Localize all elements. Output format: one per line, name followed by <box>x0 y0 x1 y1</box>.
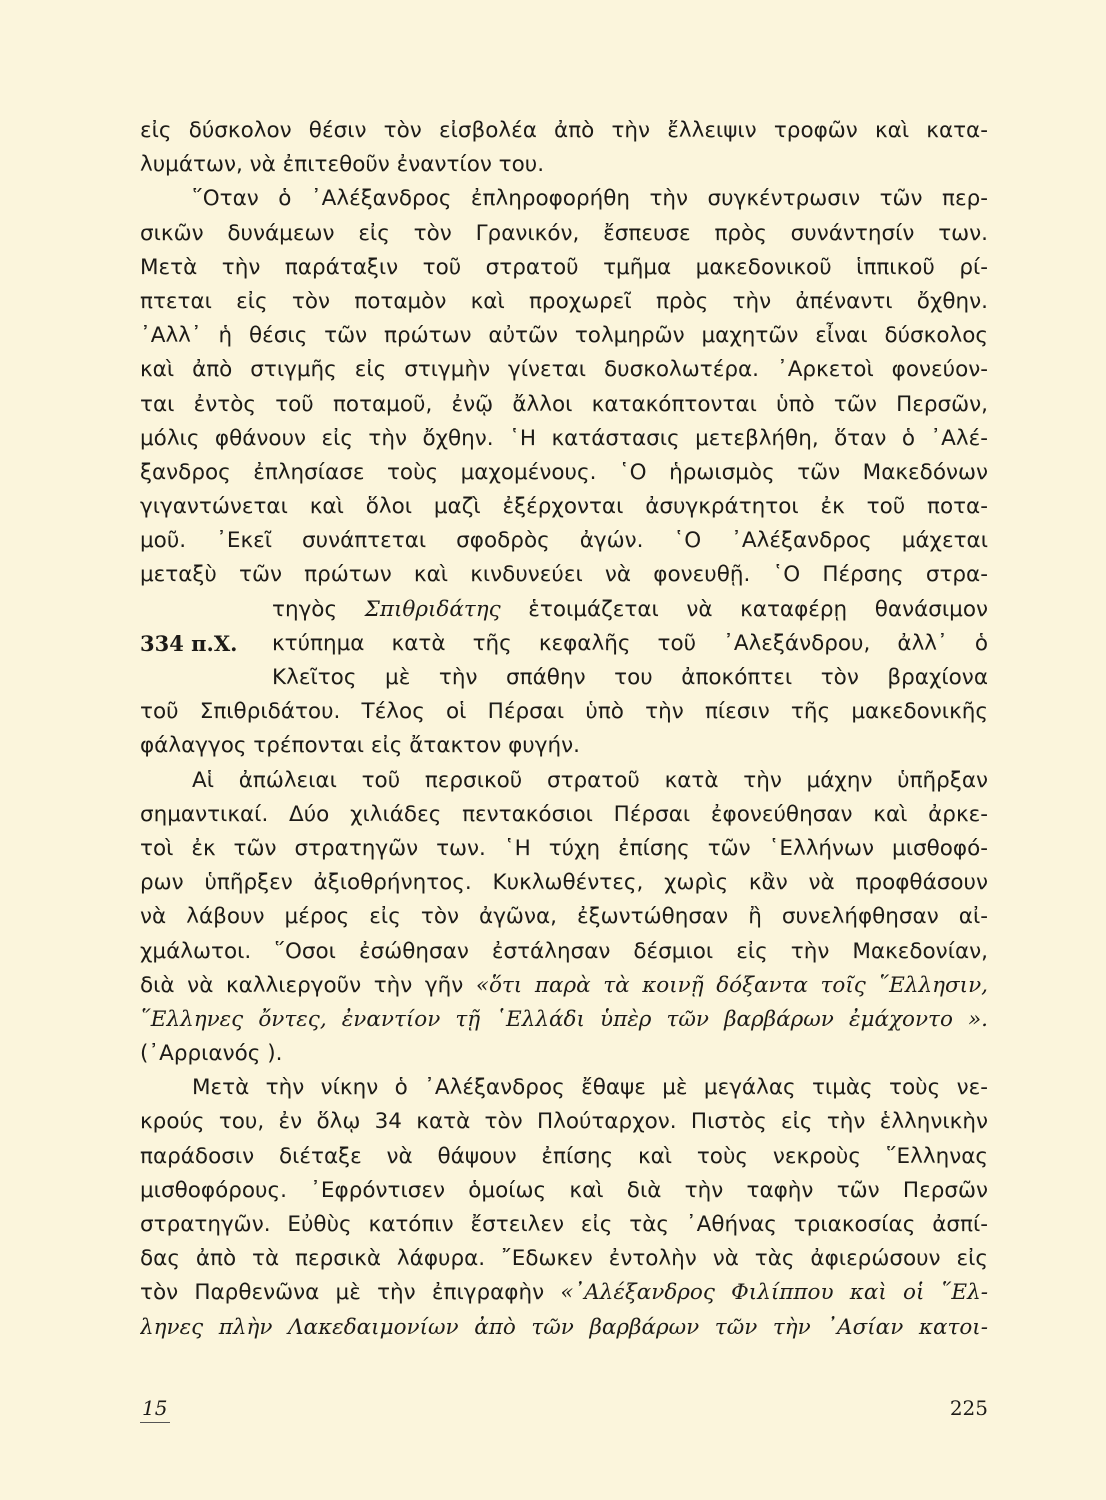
text-line: Κλεῖτος μὲ τὴν σπάθην του ἀποκόπτει τὸν βραχίονα <box>272 665 988 690</box>
margin-date-note: 334 π.Χ. <box>140 630 238 656</box>
signature-mark: 15 <box>142 1396 168 1420</box>
signature-rule <box>140 1422 170 1423</box>
text-span: διὰ νὰ καλλιεργοῦν τὴν γῆν <box>140 972 476 998</box>
text-line: ται ἐντὸς τοῦ ποταμοῦ, ἐνῷ ἄλλοι κατακόπτονται ὑπὸ τῶν Περσῶν, <box>140 391 988 417</box>
quote-span: ληνες πλὴν Λακεδαιμονίων ἀπὸ τῶν βαρβάρων τῶν τὴν ᾿Ασίαν κατοι- <box>140 1314 988 1340</box>
text-line: μισθοφόρους. ᾿Εφρόντισεν ὁμοίως καὶ διὰ τὴν ταφὴν τῶν Περσῶν <box>140 1177 988 1203</box>
text-line: πτεται εἰς τὸν ποταμὸν καὶ προχωρεῖ πρὸς τὴν ἀπέναντι ὄχθην. <box>140 288 988 314</box>
text-line <box>140 1276 988 1310</box>
text-line: παράδοσιν διέταξε νὰ θάψουν ἐπίσης καὶ τοὺς νεκροὺς ῞Ελληνας <box>140 1143 988 1169</box>
margin-row <box>140 627 988 661</box>
text-span: ἑτοιμάζεται νὰ καταφέρῃ θανάσιμον <box>500 596 988 622</box>
text-line: Μετὰ τὴν νίκην ὁ ᾿Αλέξανδρος ἔθαψε μὲ μεγάλας τιμὰς τοὺς νε- <box>192 1075 988 1101</box>
text-line <box>140 593 988 627</box>
text-line: στρατηγῶν. Εὐθὺς κατόπιν ἔστειλεν εἰς τὰς ᾿Αθήνας τριακοσίας ἀσπί- <box>140 1212 988 1237</box>
text-line: μόλις φθάνουν εἰς τὴν ὄχθην. ῾Η κατάστασις μετεβλήθη, ὅταν ὁ ᾿Αλέ- <box>140 425 988 451</box>
quote-span: «ὅτι παρὰ τὰ κοινῇ δόξαντα τοῖς ῞Ελλησιν, <box>475 972 988 998</box>
text-line: φάλαγγος τρέπονται εἰς ἄτακτον φυγήν. <box>140 733 580 759</box>
text-line: γιγαντώνεται καὶ ὅλοι μαζὶ ἐξέρχονται ἀσυγκράτητοι ἐκ τοῦ ποτα- <box>140 494 988 520</box>
italic-name: Σπιθριδάτης <box>364 596 501 622</box>
text-line: σικῶν δυνάμεων εἰς τὸν Γρανικόν, ἔσπευσε πρὸς συνάντησίν των. <box>140 220 988 246</box>
text-line: νὰ λάβουν μέρος εἰς τὸν ἀγῶνα, ἐξωντώθησαν ἢ συνελήφθησαν αἰ- <box>140 904 988 930</box>
text-span: τὸν Παρθενῶνα μὲ τὴν ἐπιγραφὴν <box>140 1280 561 1306</box>
text-line: Μετὰ τὴν παράταξιν τοῦ στρατοῦ τμῆμα μακεδονικοῦ ἱππικοῦ ρί- <box>140 254 988 280</box>
text-line: τοὶ ἐκ τῶν στρατηγῶν των. ῾Η τύχη ἐπίσης τῶν ῾Ελλήνων μισθοφό- <box>140 835 988 861</box>
text-line: ᾿Αλλ᾿ ἡ θέσις τῶν πρώτων αὐτῶν τολμηρῶν μαχητῶν εἶναι δύσκολος <box>140 323 988 349</box>
text-line: δας ἀπὸ τὰ περσικὰ λάφυρα. ῎Εδωκεν ἐντολὴν νὰ τὰς ἀφιερώσουν εἰς <box>140 1246 988 1272</box>
text-line: τοῦ Σπιθριδάτου. Τέλος οἱ Πέρσαι ὑπὸ τὴν πίεσιν τῆς μακεδονικῆς <box>140 699 988 725</box>
text-line: ῞Οταν ὁ ᾿Αλέξανδρος ἐπληροφορήθη τὴν συγκέντρωσιν τῶν περ- <box>192 186 988 212</box>
text-line: (᾿Αρριανός ). <box>140 1041 283 1067</box>
text-line: μεταξὺ τῶν πρώτων καὶ κινδυνεύει νὰ φονευθῇ. ῾Ο Πέρσης στρα- <box>140 562 988 588</box>
text-span: τηγὸς <box>272 596 365 622</box>
text-line: καὶ ἀπὸ στιγμῆς εἰς στιγμὴν γίνεται δυσκολωτέρα. ᾿Αρκετοὶ φονεύον- <box>140 357 988 383</box>
text-line: Αἱ ἀπώλειαι τοῦ περσικοῦ στρατοῦ κατὰ τὴν μάχην ὑπῆρξαν <box>192 767 988 793</box>
text-line: χμάλωτοι. ῞Οσοι ἐσώθησαν ἐστάλησαν δέσμιοι εἰς τὴν Μακεδονίαν, <box>140 938 988 964</box>
text-line: ξανδρος ἐπλησίασε τοὺς μαχομένους. ῾Ο ἡρωισμὸς τῶν Μακεδόνων <box>140 459 988 485</box>
text-line: κρούς του, ἐν ὅλῳ 34 κατὰ τὸν Πλούταρχον. Πιστὸς εἰς τὴν ἑλληνικὴν <box>140 1109 988 1135</box>
quote-span: ῞Ελληνες ὄντες, ἐναντίον τῇ ῾Ελλάδι ὑπὲρ τῶν βαρβάρων ἐμάχοντο ». <box>140 1006 988 1032</box>
page-number: 225 <box>949 1396 988 1420</box>
text-line <box>140 969 988 1003</box>
text-line: σημαντικαί. Δύο χιλιάδες πεντακόσιοι Πέρσαι ἐφονεύθησαν καὶ ἀρκε- <box>140 801 988 827</box>
text-line <box>140 1311 988 1345</box>
body-text <box>140 114 988 1345</box>
text-line: ρων ὑπῆρξεν ἀξιοθρήνητος. Κυκλωθέντες, χωρὶς κἂν νὰ προφθάσουν <box>140 870 988 896</box>
quote-span: «᾿Αλέξανδρος Φιλίππου καὶ οἱ ῞Ελ- <box>560 1280 988 1306</box>
text-line: κτύπημα κατὰ τῆς κεφαλῆς τοῦ ᾿Αλεξάνδρου, ἀλλ᾿ ὁ <box>272 630 988 656</box>
text-line: μοῦ. ᾿Εκεῖ συνάπτεται σφοδρὸς ἀγών. ῾Ο ᾿Αλέξανδρος μάχεται <box>140 528 988 554</box>
text-line: λυμάτων, νὰ ἐπιτεθοῦν ἐναντίον του. <box>140 152 545 178</box>
text-line: εἰς δύσκολον θέσιν τὸν εἰσβολέα ἀπὸ τὴν ἔλλειψιν τροφῶν καὶ κατα- <box>140 118 988 143</box>
text-line <box>140 1003 988 1037</box>
page-footer <box>140 1396 988 1426</box>
